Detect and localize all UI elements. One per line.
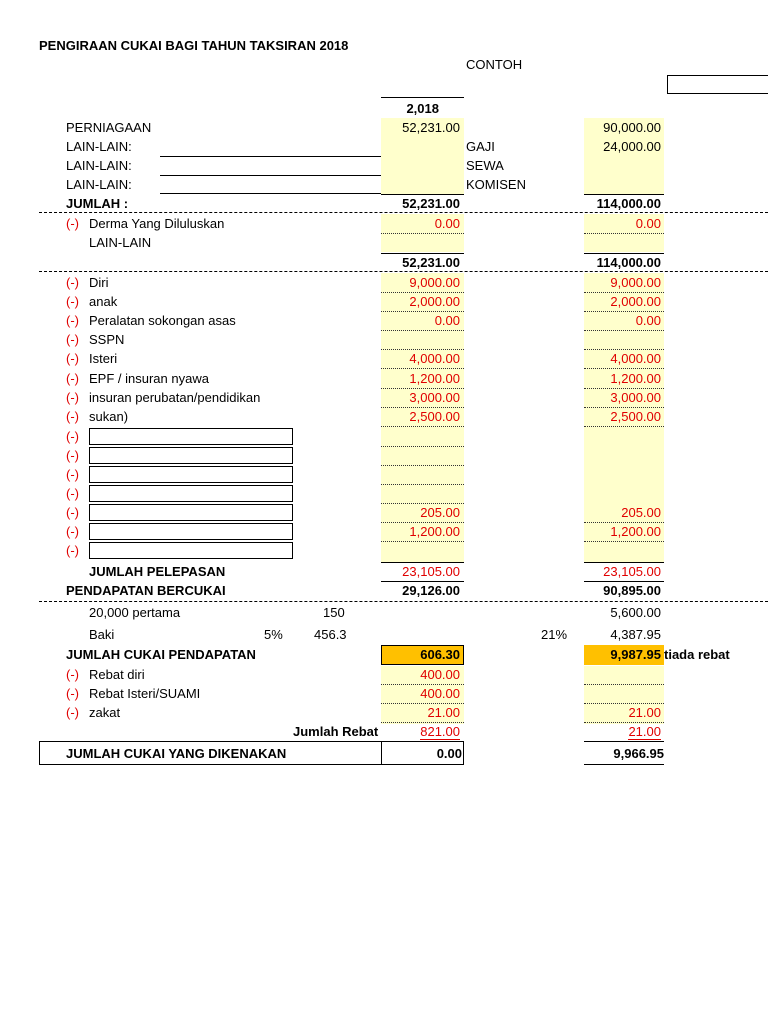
blank-row-1-minus: (-) xyxy=(66,429,79,444)
peralatan-label: Peralatan sokongan asas xyxy=(89,313,236,328)
final-total-value-a: 0.00 xyxy=(436,746,462,761)
epf-value-a[interactable]: 1,200.00 xyxy=(381,370,464,389)
sukan-value-b[interactable]: 2,500.00 xyxy=(584,408,664,427)
jumlah-cukai-value-b: 9,987.95 xyxy=(610,647,661,662)
zakat-value-a[interactable]: 21.00 xyxy=(381,704,464,723)
jumlah-label: JUMLAH : xyxy=(66,196,129,211)
sspn-value-a[interactable] xyxy=(381,331,464,350)
perniagaan-value-a[interactable]: 52,231.00 xyxy=(402,120,460,135)
derma-minus: (-) xyxy=(66,216,79,231)
blank-row-3-value-a[interactable] xyxy=(381,466,464,485)
rebat-isteri-label: Rebat Isteri/SUAMI xyxy=(89,686,201,701)
lain-lain-label-1: LAIN-LAIN: xyxy=(66,139,132,154)
baki-rate-a: 5% xyxy=(264,627,283,642)
top-right-input-box[interactable] xyxy=(667,75,768,94)
pendapatan-bercukai-label: PENDAPATAN BERCUKAI xyxy=(66,583,226,598)
anak-value-a[interactable]: 2,000.00 xyxy=(381,293,464,312)
sukan-minus: (-) xyxy=(66,409,79,424)
blank-row-3-minus: (-) xyxy=(66,467,79,482)
lain-lain-line-2 xyxy=(160,175,381,176)
subtotal-value-b: 114,000.00 xyxy=(596,255,661,270)
pendapatan-bercukai-value-b: 90,895.00 xyxy=(603,583,661,598)
isteri-label: Isteri xyxy=(89,351,118,366)
gaji-label: GAJI xyxy=(466,139,495,154)
diri-minus: (-) xyxy=(66,275,79,290)
gaji-value-b[interactable]: 24,000.00 xyxy=(603,139,661,154)
baki-value-a: 456.3 xyxy=(314,627,347,642)
blank-row-7-minus: (-) xyxy=(66,543,79,558)
derma-lain-lain-label: LAIN-LAIN xyxy=(89,235,152,250)
jumlah-rebat-value-b xyxy=(584,723,661,741)
zakat-value-b[interactable]: 21.00 xyxy=(584,704,664,723)
peralatan-minus: (-) xyxy=(66,313,79,328)
rebat-diri-label: Rebat diri xyxy=(89,667,145,682)
jumlah-value-b: 114,000.00 xyxy=(596,196,661,211)
isteri-minus: (-) xyxy=(66,351,79,366)
year-top-line xyxy=(381,97,464,98)
jumlah-pelepasan-value-b: 23,105.00 xyxy=(603,564,661,579)
blank-row-4-value-a[interactable] xyxy=(381,485,464,504)
extra2-value-b[interactable]: 1,200.00 xyxy=(584,523,664,542)
jumlah-value-a: 52,231.00 xyxy=(402,196,460,211)
perniagaan-label: PERNIAGAAN xyxy=(66,120,152,135)
isteri-value-a[interactable]: 4,000.00 xyxy=(381,350,464,369)
insuran-value-b[interactable]: 3,000.00 xyxy=(584,389,664,408)
blank-row-6-minus: (-) xyxy=(66,524,79,539)
rebat-isteri-minus: (-) xyxy=(66,686,79,701)
diri-label: Diri xyxy=(89,275,109,290)
jumlah-cukai-label: JUMLAH CUKAI PENDAPATAN xyxy=(66,647,256,662)
derma-value-b[interactable]: 0.00 xyxy=(584,215,664,234)
anak-minus: (-) xyxy=(66,294,79,309)
peralatan-value-b[interactable]: 0.00 xyxy=(584,312,664,331)
anak-label: anak xyxy=(89,294,118,309)
blank-row-2-minus: (-) xyxy=(66,448,79,463)
blank-row-1-value-a[interactable] xyxy=(381,428,464,447)
diri-value-a[interactable]: 9,000.00 xyxy=(381,274,464,293)
blank-row-5-minus: (-) xyxy=(66,505,79,520)
epf-label: EPF / insuran nyawa xyxy=(89,371,209,386)
derma-label: Derma Yang Diluluskan xyxy=(89,216,225,231)
epf-value-b[interactable]: 1,200.00 xyxy=(584,370,664,389)
blank-row-4-minus: (-) xyxy=(66,486,79,501)
blank-row-3-input[interactable] xyxy=(89,466,293,483)
anak-value-b[interactable]: 2,000.00 xyxy=(584,293,664,312)
baki-label: Baki xyxy=(89,627,115,642)
jumlah-rebat-text-b: 21.00 xyxy=(628,724,661,742)
blank-row-6-input[interactable] xyxy=(89,523,293,540)
final-total-value-b: 9,966.95 xyxy=(613,746,664,761)
rebat-diri-value-b[interactable] xyxy=(584,666,664,685)
divider-dashed-1 xyxy=(39,212,768,213)
final-total-label: JUMLAH CUKAI YANG DIKENAKAN xyxy=(66,746,287,761)
lain-lain-line-1 xyxy=(160,156,381,157)
first-bracket-value-a: 150 xyxy=(323,605,345,620)
diri-value-b[interactable]: 9,000.00 xyxy=(584,274,664,293)
rebat-isteri-value-a[interactable]: 400.00 xyxy=(381,685,464,704)
rebat-diri-minus: (-) xyxy=(66,667,79,682)
divider-dashed-3 xyxy=(39,601,768,602)
sukan-value-a[interactable]: 2,500.00 xyxy=(381,408,464,427)
blank-row-2-value-a[interactable] xyxy=(381,447,464,466)
blank-row-5-input[interactable] xyxy=(89,504,293,521)
sukan-label: sukan) xyxy=(89,409,129,424)
contoh-label: CONTOH xyxy=(466,57,523,72)
epf-minus: (-) xyxy=(66,371,79,386)
pendapatan-bercukai-value-a: 29,126.00 xyxy=(402,583,460,598)
derma-value-a[interactable]: 0.00 xyxy=(381,215,464,234)
first-bracket-label: 20,000 pertama xyxy=(89,605,181,620)
komisen-label: KOMISEN xyxy=(466,177,526,192)
blank-row-1-input[interactable] xyxy=(89,428,293,445)
sspn-label: SSPN xyxy=(89,332,125,347)
tiada-rebat-note: tiada rebat xyxy=(664,647,730,662)
jumlah-rebat-value-a xyxy=(381,723,460,741)
sspn-value-b[interactable] xyxy=(584,331,664,350)
final-total-b-top-line xyxy=(584,741,664,742)
sewa-label: SEWA xyxy=(466,158,504,173)
peralatan-value-a[interactable]: 0.00 xyxy=(381,312,464,331)
final-total-b-bottom-line xyxy=(584,764,664,765)
jumlah-rebat-text-a: 821.00 xyxy=(420,724,460,742)
zakat-label: zakat xyxy=(89,705,121,720)
jumlah-pelepasan-label: JUMLAH PELEPASAN xyxy=(89,564,226,579)
subtotal-value-a: 52,231.00 xyxy=(402,255,460,270)
rebat-diri-value-a[interactable]: 400.00 xyxy=(381,666,464,685)
insuran-minus: (-) xyxy=(66,390,79,405)
insuran-label: insuran perubatan/pendidikan xyxy=(89,390,261,405)
year-header: 2,018 xyxy=(406,101,439,116)
blank-row-2-input[interactable] xyxy=(89,447,293,464)
isteri-value-b[interactable]: 4,000.00 xyxy=(584,350,664,369)
extra1-value-b[interactable]: 205.00 xyxy=(584,504,664,523)
first-bracket-value-b: 5,600.00 xyxy=(610,605,661,620)
page-title: PENGIRAAN CUKAI BAGI TAHUN TAKSIRAN 2018 xyxy=(39,38,349,53)
lain-lain-line-3 xyxy=(160,193,381,194)
jumlah-rebat-label: Jumlah Rebat xyxy=(293,724,379,739)
blank-row-4-input[interactable] xyxy=(89,485,293,502)
lain-lain-label-2: LAIN-LAIN: xyxy=(66,158,132,173)
lain-lain-label-3: LAIN-LAIN: xyxy=(66,177,132,192)
extra2-value-a[interactable]: 1,200.00 xyxy=(381,523,464,542)
perniagaan-value-b[interactable]: 90,000.00 xyxy=(603,120,661,135)
jumlah-pelepasan-value-a: 23,105.00 xyxy=(402,564,460,579)
sspn-minus: (-) xyxy=(66,332,79,347)
baki-rate-b: 21% xyxy=(541,627,568,642)
insuran-value-a[interactable]: 3,000.00 xyxy=(381,389,464,408)
divider-dashed-2 xyxy=(39,271,768,272)
blank-row-7-input[interactable] xyxy=(89,542,293,559)
extra1-value-a[interactable]: 205.00 xyxy=(381,504,464,523)
jumlah-cukai-value-a: 606.30 xyxy=(420,647,460,662)
rebat-isteri-value-b[interactable] xyxy=(584,685,664,704)
zakat-minus: (-) xyxy=(66,705,79,720)
baki-value-b: 4,387.95 xyxy=(610,627,661,642)
